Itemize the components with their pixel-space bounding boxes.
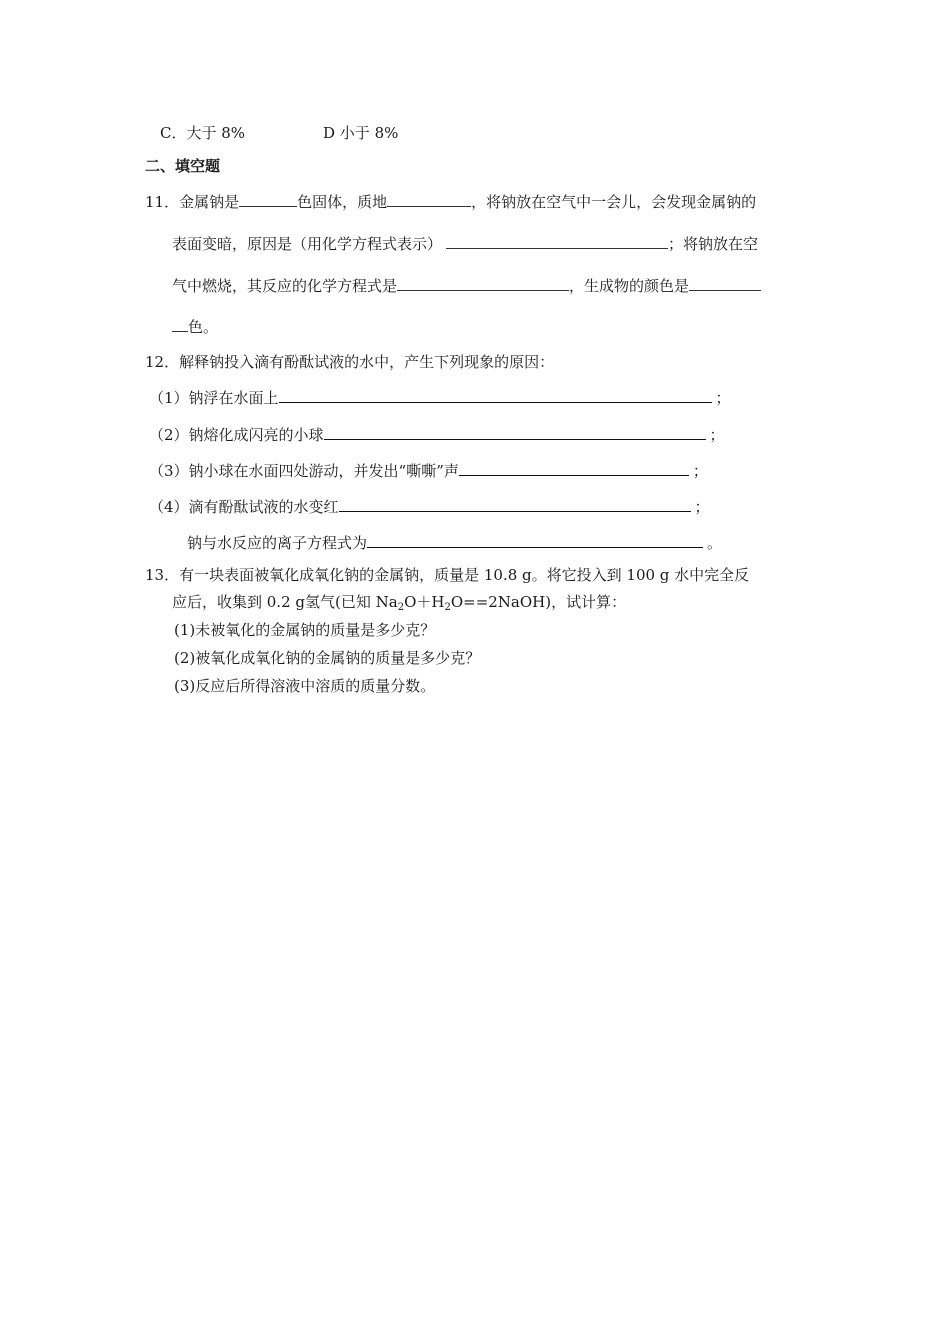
q12-item-end: ；: [694, 498, 710, 516]
q12-ionic-end: 。: [707, 534, 723, 552]
q11-text: 色固体，质地: [297, 193, 388, 211]
q12-item-label: （2）钠熔化成闪亮的小球: [149, 426, 324, 444]
q12-item-2: [149, 424, 725, 445]
q12-item-end: ；: [715, 389, 731, 407]
q13-subscript: 2: [444, 602, 451, 613]
q11-line-2: [172, 233, 758, 254]
q12-item-3: [149, 460, 708, 481]
q11-number: 11．: [145, 193, 180, 211]
q13-text: 应后，收集到 0.2 g氢气(已知 Na: [172, 593, 398, 611]
q11-blank-product-color-cont[interactable]: [172, 316, 188, 332]
q13-sub-2: (2)被氧化成氧化钠的金属钠的质量是多少克？: [174, 649, 481, 667]
q12-item-label: （3）钠小球在水面四处游动，并发出“嘶嘶”声: [149, 462, 459, 480]
q11-text: ，生成物的颜色是: [569, 277, 690, 295]
q12-blank-ionic[interactable]: [367, 532, 703, 548]
option-c: C．大于 8%: [160, 124, 246, 142]
section-title: 二、填空题: [145, 157, 221, 175]
option-d: D 小于 8%: [323, 124, 399, 142]
q13-line-2: [172, 592, 626, 615]
q11-text: 气中燃烧，其反应的化学方程式是: [172, 277, 398, 295]
q13-sub-3: (3)反应后所得溶液中溶质的质量分数。: [174, 677, 436, 695]
q11-blank-combustion[interactable]: [397, 275, 569, 291]
q12-item-label: （1）钠浮在水面上: [149, 389, 279, 407]
q11-line-1: [145, 191, 756, 212]
q11-text: ；将钠放在空: [668, 235, 759, 253]
q11-text: 表面变暗，原因是（用化学方程式表示）: [172, 235, 443, 253]
q11-line-4: [172, 316, 218, 337]
q12-item-end: ；: [709, 426, 725, 444]
q13-text: O＋H: [404, 593, 445, 611]
q12-intro: 12．解释钠投入滴有酚酞试液的水中，产生下列现象的原因：: [145, 353, 555, 371]
q12-blank-4[interactable]: [339, 496, 691, 512]
q11-text: 金属钠是: [179, 193, 240, 211]
q13-subscript: 2: [397, 602, 405, 613]
q12-ionic-equation: [187, 532, 722, 553]
q13-text: O==2NaOH)，试计算：: [450, 593, 627, 611]
q12-item-label: （4）滴有酚酞试液的水变红: [149, 498, 339, 516]
q13-line-1: 13．有一块表面被氧化成氧化钠的金属钠，质量是 10.8 g。将它投入到 100 g 水中完全反: [145, 566, 750, 584]
q11-blank-texture[interactable]: [387, 191, 471, 207]
q12-item-4: [149, 496, 710, 517]
q12-item-end: ；: [692, 462, 708, 480]
q11-text: 色。: [188, 318, 219, 336]
q12-ionic-label: 钠与水反应的离子方程式为: [187, 534, 368, 552]
q11-line-3: [172, 275, 761, 296]
q12-blank-1[interactable]: [279, 387, 712, 403]
q11-text: ，将钠放在空气中一会儿，会发现金属钠的: [471, 193, 757, 211]
q13-sub-1: (1)未被氧化的金属钠的质量是多少克？: [174, 621, 436, 639]
q12-item-1: [149, 387, 731, 408]
q11-blank-color[interactable]: [239, 191, 297, 207]
q11-blank-equation[interactable]: [446, 233, 668, 249]
q11-blank-product-color[interactable]: [689, 275, 761, 291]
q12-blank-2[interactable]: [324, 424, 706, 440]
q12-blank-3[interactable]: [459, 460, 689, 476]
